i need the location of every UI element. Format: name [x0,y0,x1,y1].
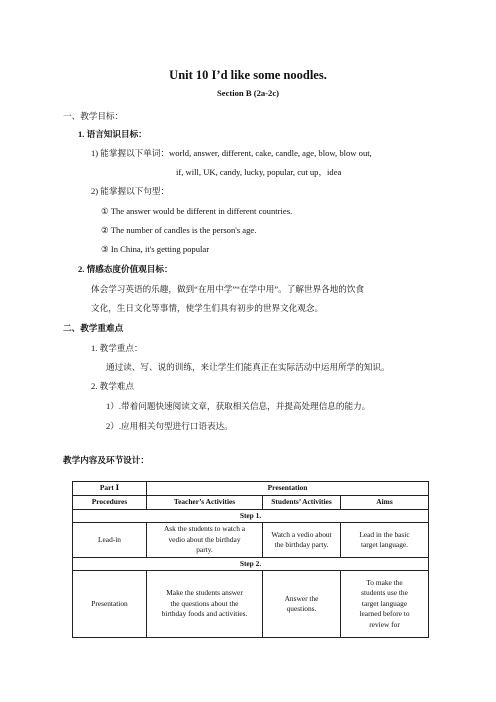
focus-text: 通过读、写、说的训练，来让学生们能真正在实际活动中运用所学的知识。 [106,362,390,372]
step-2-label: Step 2. [73,558,429,571]
procedure-cell: Presentation [73,571,147,638]
table-row [73,571,429,638]
teacher-activity-cell: Ask the students to watch a vedio about the birthday party. [147,523,263,558]
attitude-line-2: 文化，生日文化等事情，使学生们具有初步的世界文化观念。 [91,303,324,313]
attitude-goals-heading: 2. 情感态度价值观目标： [78,264,173,274]
vocab-line-2: if, will, UK, candy, lucky, popular, cut up，idea [176,167,342,177]
student-activity-cell: Answer the questions. [263,571,341,638]
column-header-students: Students’ Activities [263,496,341,510]
column-header-procedures: Procedures [73,496,147,510]
table-header-row [73,496,429,510]
column-header-aims: Aims [341,496,429,510]
aims-cell: Lead in the basic target language. [341,523,429,558]
part-name-cell: Presentation [147,482,429,496]
student-activity-cell: Watch a vedio about the birthday party. [263,523,341,558]
section-1-heading: 一、教学目标： [63,111,124,121]
step-1-label: Step 1. [73,510,429,523]
aims-cell: To make the students use the target language learned before to review for [341,571,429,638]
sentence-pattern-1: ① The answer would be different in different countries. [101,206,293,216]
difficulty-item-1: 1）.带着问题快速阅读文章，获取相关信息，并提高处理信息的能力。 [106,401,371,411]
procedure-cell: Lead-in [73,523,147,558]
section-2-heading: 二、教学重难点 [63,323,124,333]
document-title: Unit 10 I’d like some noodles. [169,68,327,82]
part-label-cell: Part Ⅰ [73,482,147,496]
table-row [73,510,429,523]
table-row [73,482,429,496]
focus-heading: 1. 教学重点： [91,343,143,353]
table-row [73,523,429,558]
document-subtitle: Section B (2a-2c) [216,88,280,98]
sentence-patterns-heading: 2) 能掌握以下句型： [91,186,170,196]
lesson-plan-table [72,481,429,638]
table-row [73,558,429,571]
teacher-activity-cell: Make the students answer the questions about the birthday foods and activities. [147,571,263,638]
design-heading: 教学内容及环节设计： [63,455,149,465]
difficulty-heading: 2. 教学难点 [91,381,134,391]
language-goals-heading: 1. 语言知识目标： [78,129,147,139]
column-header-teacher: Teacher’s Activities [147,496,263,510]
difficulty-item-2: 2）.应用相关句型进行口语表达。 [106,421,233,431]
vocab-line-1: 1) 能掌握以下单词：world, answer, different, cake, candle, age, blow, blow out, [91,148,372,158]
attitude-line-1: 体会学习英语的乐趣，做到“在用中学”“在学中用”。了解世界各地的饮食 [91,284,365,294]
sentence-pattern-2: ② The number of candles is the person's age. [101,225,257,235]
sentence-pattern-3: ③ In China, it's getting popular [101,244,210,254]
